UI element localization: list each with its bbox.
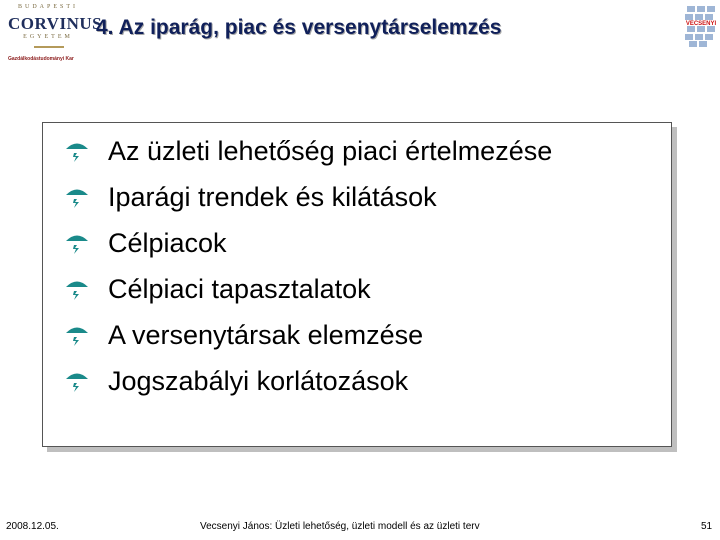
bullet-item bbox=[64, 220, 552, 266]
logo-rule bbox=[34, 46, 64, 48]
bullet-text: A versenytársak elemzése bbox=[108, 319, 424, 350]
bullet-text: Célpiaci tapasztalatok bbox=[108, 273, 371, 304]
logo-sub-text: Gazdálkodástudományi Kar bbox=[8, 56, 74, 62]
umbrella-lightning-icon bbox=[64, 184, 90, 210]
umbrella-lightning-icon bbox=[64, 276, 90, 302]
bullet-text: Iparági trendek és kilátások bbox=[108, 181, 437, 212]
bullet-item bbox=[64, 266, 552, 312]
umbrella-lightning-icon bbox=[64, 138, 90, 164]
slide-title: 4. Az iparág, piac és versenytárselemzés bbox=[96, 16, 502, 39]
logo-top-text: BUDAPESTI bbox=[17, 4, 78, 10]
umbrella-lightning-icon bbox=[64, 368, 90, 394]
umbrella-lightning-icon bbox=[64, 322, 90, 348]
bullet-item bbox=[64, 128, 552, 174]
vecsenyi-logo bbox=[683, 4, 719, 48]
umbrella-lightning-icon bbox=[64, 230, 90, 256]
bullet-item bbox=[64, 174, 552, 220]
bullet-text: Célpiacok bbox=[108, 227, 227, 258]
footer-date: 2008.12.05. bbox=[6, 521, 59, 532]
page-number: 51 bbox=[701, 521, 713, 532]
bullet-text: Az üzleti lehetőség piaci értelmezése bbox=[108, 135, 553, 166]
corvinus-logo bbox=[8, 4, 103, 62]
bullet-item bbox=[64, 312, 552, 358]
bullet-list bbox=[64, 128, 552, 404]
logo-word: CORVINUS bbox=[8, 14, 103, 33]
bullet-item bbox=[64, 358, 552, 404]
bullet-text: Jogszabályi korlátozások bbox=[108, 365, 409, 396]
logo-bottom-text: EGYETEM bbox=[23, 34, 73, 40]
right-logo-text: VECSENYI bbox=[685, 21, 717, 27]
footer-author-title: Vecsenyi János: Üzleti lehetőség, üzleti modell és az üzleti terv bbox=[200, 521, 480, 532]
